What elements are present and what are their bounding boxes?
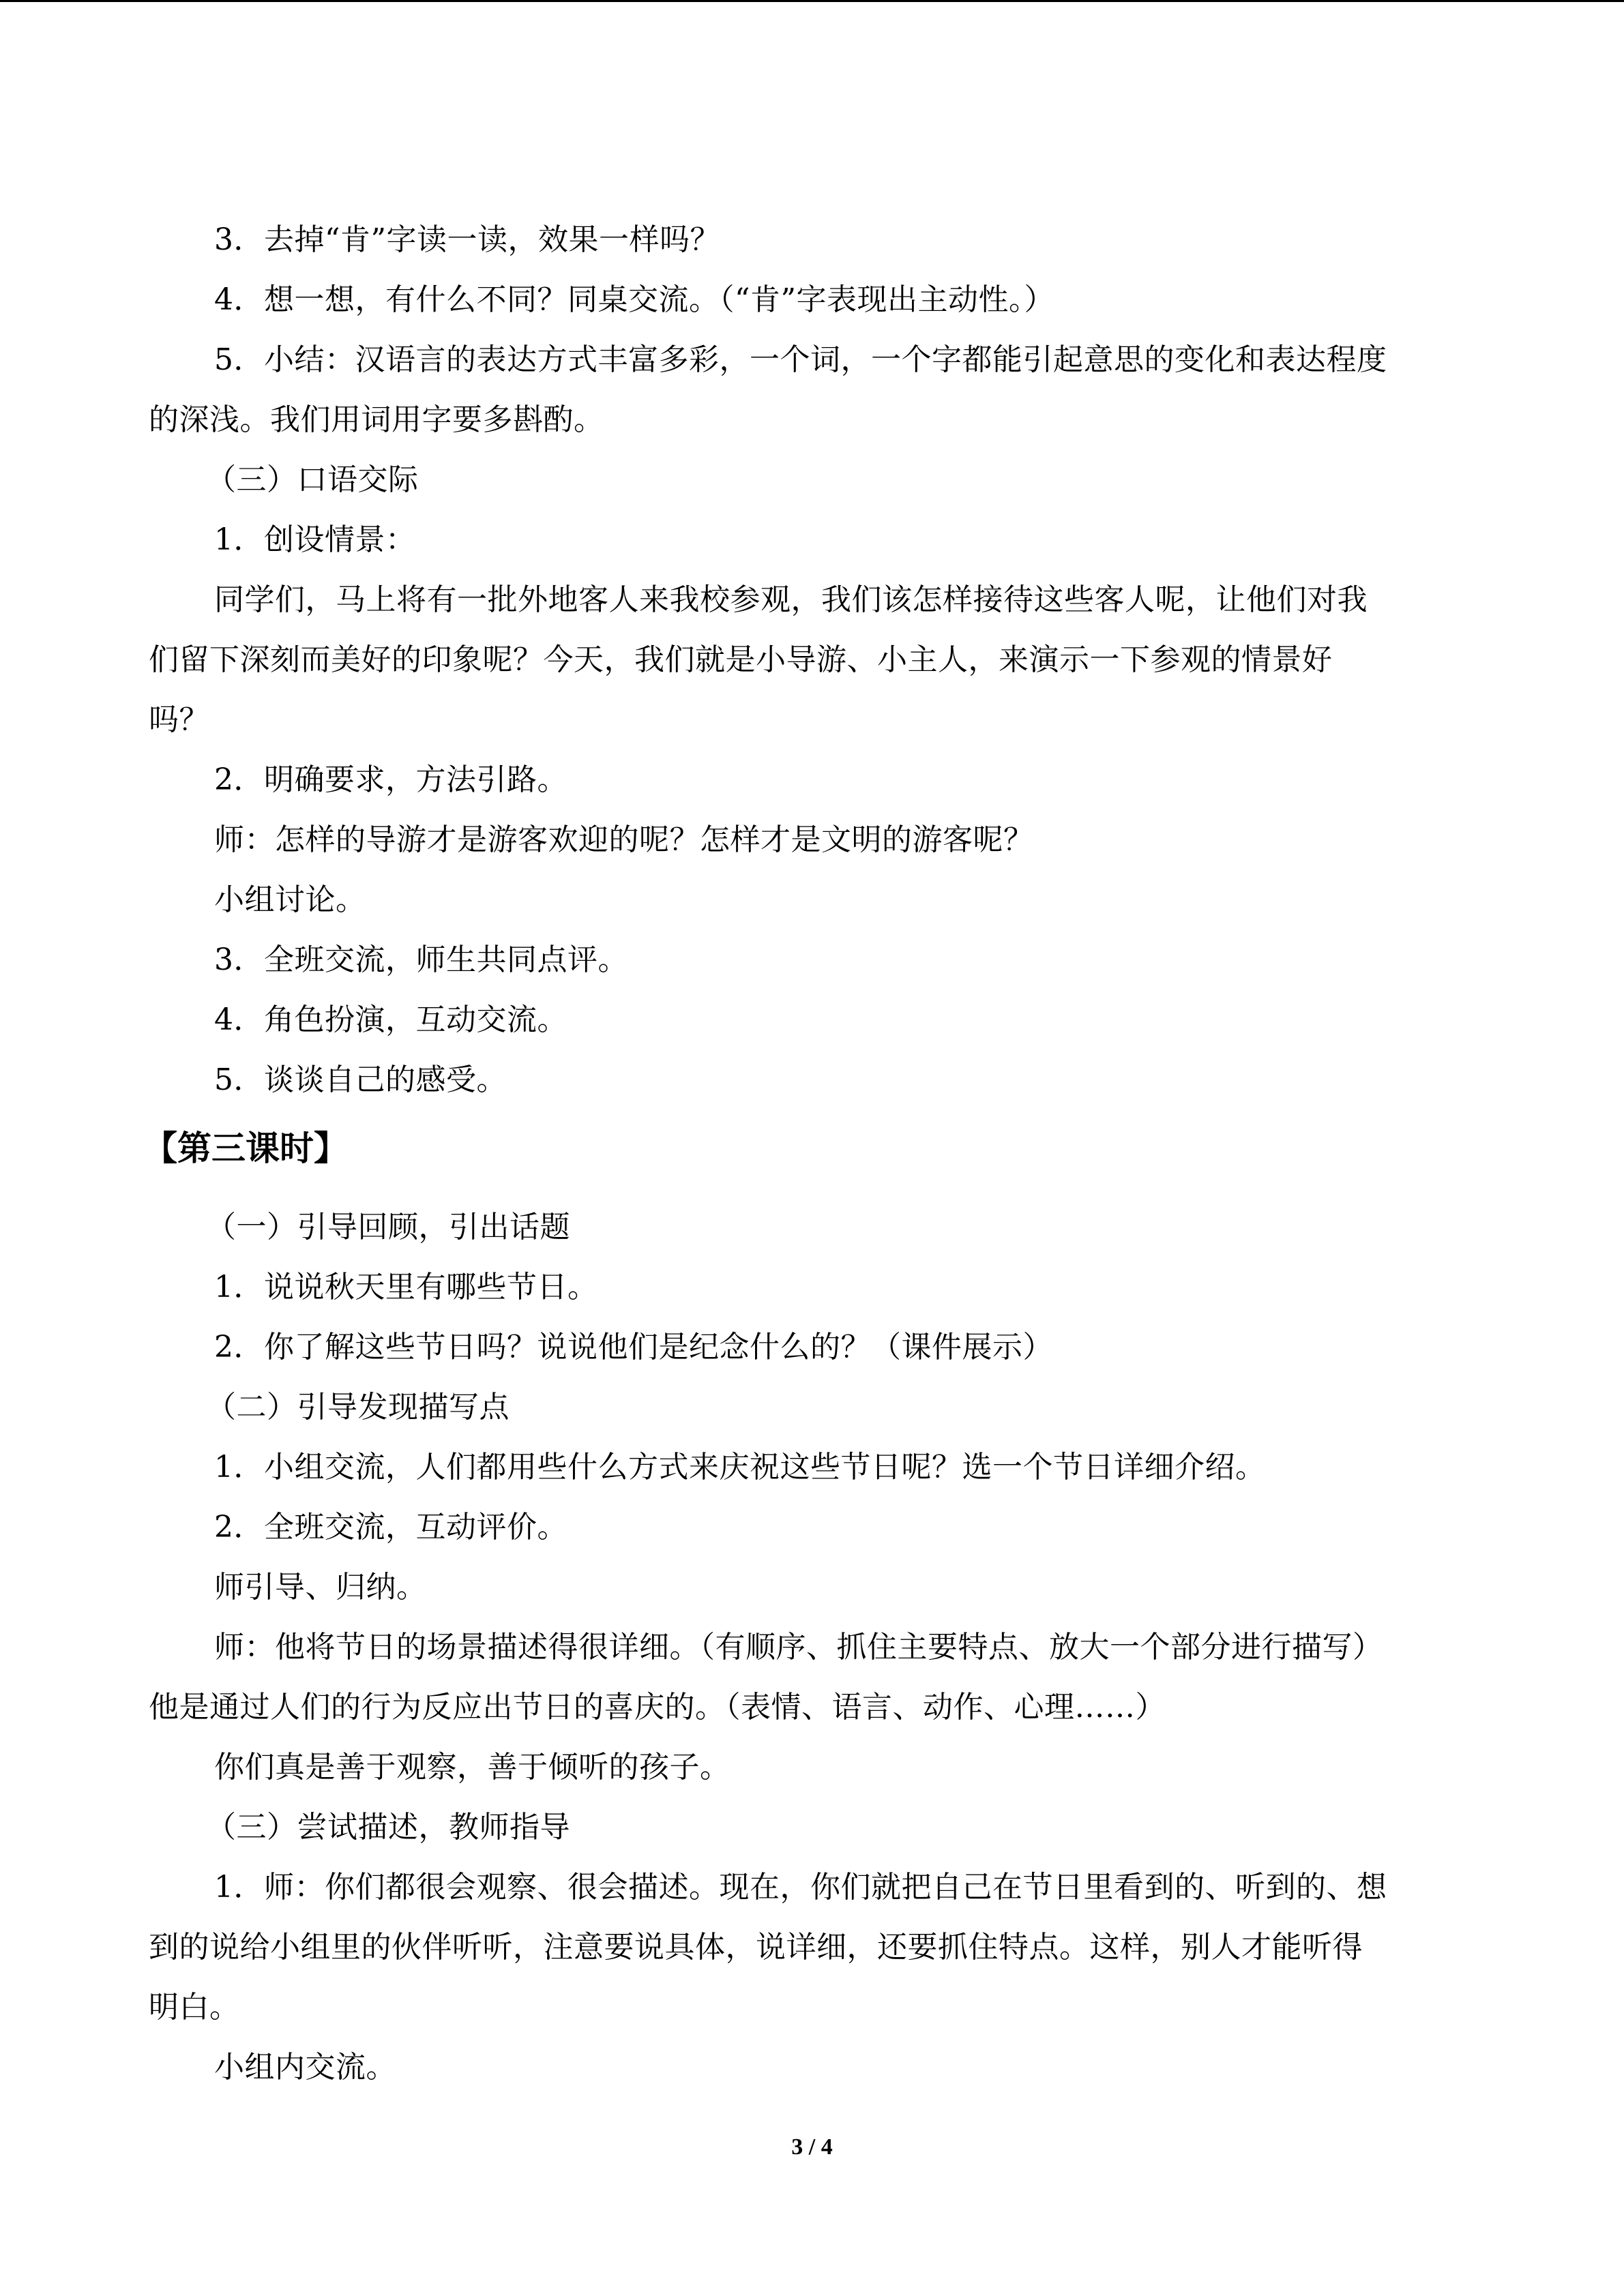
paragraph-line: 的深浅。我们用词用字要多斟酌。 xyxy=(149,402,604,437)
paragraph-line: 3．全班交流，师生共同点评。 xyxy=(214,942,628,977)
paragraph-line: 到的说给小组里的伙伴听听，注意要说具体，说详细，还要抓住特点。这样，别人才能听得 xyxy=(149,1930,1363,1965)
paragraph-line: 他是通过人们的行为反应出节日的喜庆的。（表情、语言、动作、心理……） xyxy=(149,1690,1166,1725)
document-body xyxy=(143,210,1479,2098)
paragraph-line: 2．你了解这些节日吗？说说他们是纪念什么的？（课件展示） xyxy=(214,1330,1053,1365)
paragraph-line: 2．全班交流，互动评价。 xyxy=(214,1510,567,1545)
paragraph-line: 师：他将节日的场景描述得很详细。（有顺序、抓住主要特点、放大一个部分进行描写） xyxy=(214,1630,1383,1665)
paragraph-line: 同学们，马上将有一批外地客人来我校参观，我们该怎样接待这些客人呢，让他们对我 xyxy=(214,582,1368,617)
paragraph-line: 4．角色扮演，互动交流。 xyxy=(214,1002,567,1037)
subsection-heading: （三）尝试描述，教师指导 xyxy=(206,1810,570,1845)
paragraph-line: 2．明确要求，方法引路。 xyxy=(214,762,567,797)
paragraph-line: 3．去掉“肯”字读一读，效果一样吗？ xyxy=(214,222,720,257)
lesson-heading: 【第三课时】 xyxy=(143,1129,348,1168)
top-border-line xyxy=(0,0,1624,2)
paragraph-line: 1．说说秋天里有哪些节日。 xyxy=(214,1270,598,1304)
paragraph-line: 1．师：你们都很会观察、很会描述。现在，你们就把自己在节日里看到的、听到的、想 xyxy=(214,1870,1387,1905)
paragraph-line: 明白。 xyxy=(149,1990,240,2025)
paragraph-line: 你们真是善于观察，善于倾听的孩子。 xyxy=(214,1750,730,1785)
paragraph-line: 5．谈谈自己的感受。 xyxy=(214,1062,507,1097)
paragraph-line: 师引导、归纳。 xyxy=(214,1570,427,1605)
page-number: 3 / 4 xyxy=(791,2134,833,2160)
paragraph-line: 1．创设情景： xyxy=(214,522,416,557)
paragraph-line: 4．想一想，有什么不同？同桌交流。（“肯”字表现出主动性。） xyxy=(214,282,1054,317)
subsection-heading: （三）口语交际 xyxy=(206,462,419,497)
paragraph-line: 小组讨论。 xyxy=(214,882,366,917)
paragraph-line: 师：怎样的导游才是游客欢迎的呢？怎样才是文明的游客呢？ xyxy=(214,822,1034,857)
paragraph-line: 1．小组交流，人们都用些什么方式来庆祝这些节日呢？选一个节日详细介绍。 xyxy=(214,1450,1266,1485)
subsection-heading: （一）引导回顾，引出话题 xyxy=(206,1210,570,1244)
paragraph-line: 们留下深刻而美好的印象呢？今天，我们就是小导游、小主人，来演示一下参观的情景好 xyxy=(149,642,1333,677)
paragraph-line: 5．小结：汉语言的表达方式丰富多彩，一个词，一个字都能引起意思的变化和表达程度 xyxy=(214,342,1387,377)
paragraph-line: 吗？ xyxy=(149,702,209,737)
paragraph-line: 小组内交流。 xyxy=(214,2050,396,2085)
subsection-heading: （二）引导发现描写点 xyxy=(206,1390,510,1425)
